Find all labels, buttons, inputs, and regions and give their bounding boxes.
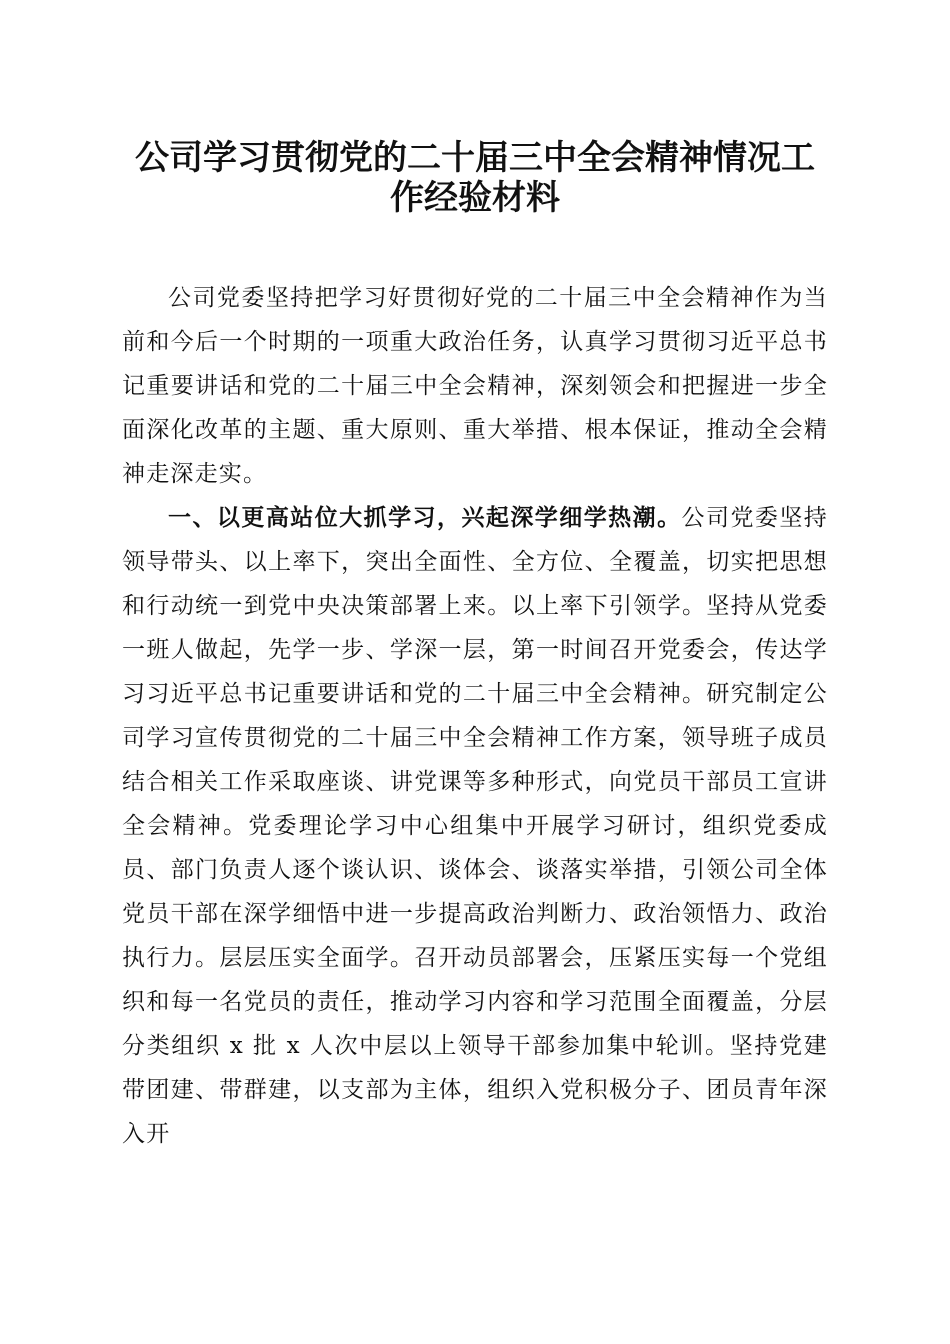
intro-paragraph: 公司党委坚持把学习好贯彻好党的二十届三中全会精神作为当前和今后一个时期的一项重大政治任务，认真学习贯彻习近平总书记重要讲话和党的二十届三中全会精神，深刻领会和把握进一步全面深化改革的主题、重大原则、重大举措、根本保证，推动全会精神走深走实。 (122, 285, 828, 487)
document-title (122, 138, 828, 218)
title-line-1: 公司学习贯彻党的二十届三中全会精神情况工 (135, 138, 815, 178)
document-body (122, 276, 828, 1156)
section-1-paragraph (122, 496, 828, 1156)
section-1-body: 公司党委坚持领导带头、以上率下，突出全面性、全方位、全覆盖，切实把思想和行动统一到党中央决策部署上来。以上率下引领学。坚持从党委一班人做起，先学一步、学深一层，第一时间召开党委会，传达学习习近平总书记重要讲话和党的二十届三中全会精神。研究制定公司学习宣传贯彻党的二十届三中全会精神工作方案，领导班子成员结合相关工作采取座谈、讲党课等多种形式，向党员干部员工宣讲全会精神。党委理论学习中心组集中开展学习研讨，组织党委成员、部门负责人逐个谈认识、谈体会、谈落实举措，引领公司全体党员干部在深学细悟中进一步提高政治判断力、政治领悟力、政治执行力。层层压实全面学。召开动员部署会，压紧压实每一个党组织和每一名党员的责任，推动学习内容和学习范围全面覆盖，分层分类组织 x 批 x 人次中层以上领导干部参加集中轮训。坚持党建带团建、带群建，以支部为主体，组织入党积极分子、团员青年深入开 (122, 505, 828, 1147)
title-line-2: 作经验材料 (390, 178, 560, 218)
section-1-heading: 一、以更高站位大抓学习，兴起深学细学热潮。 (168, 504, 682, 531)
